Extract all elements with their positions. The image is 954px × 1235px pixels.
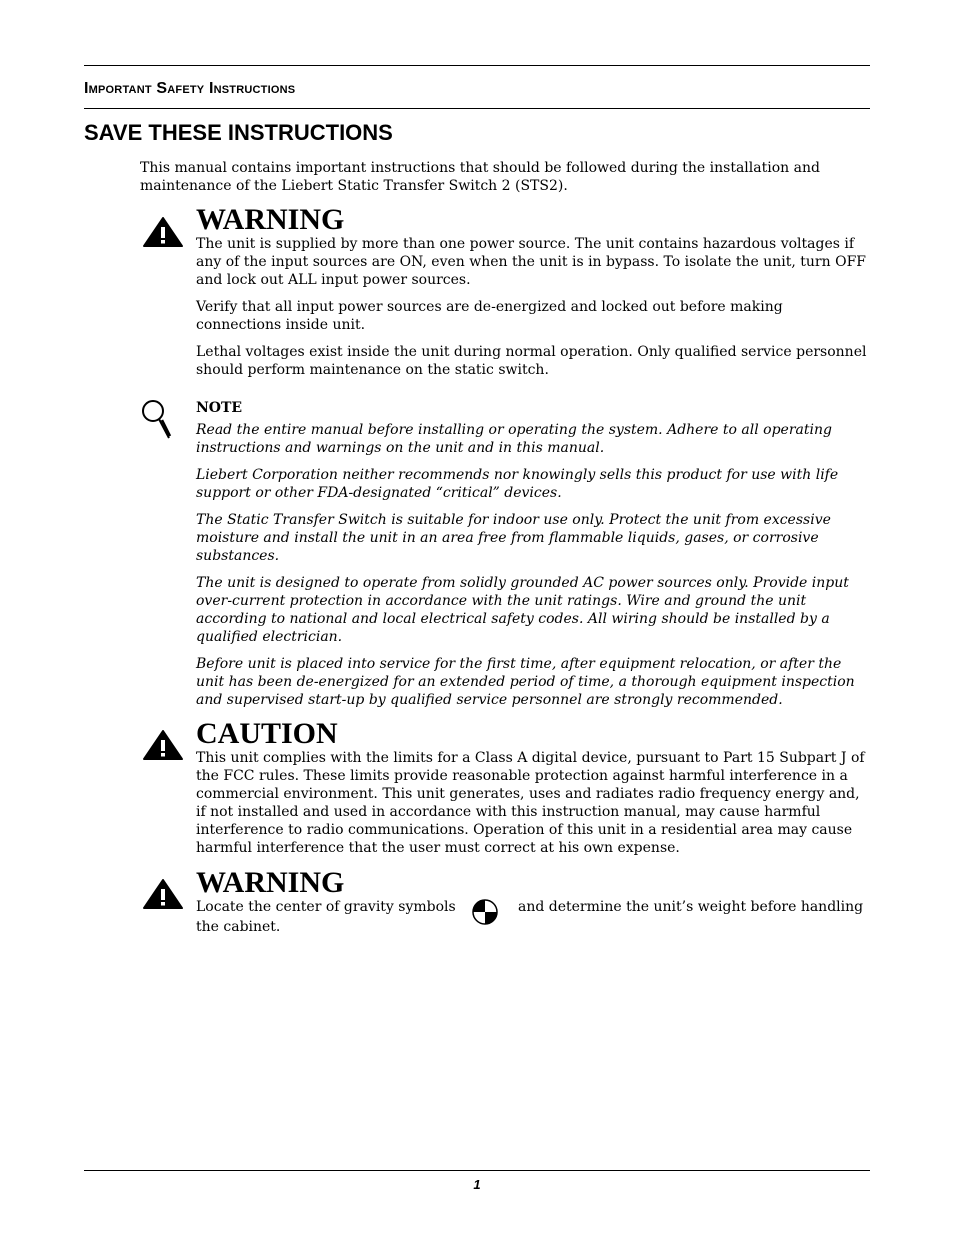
caution-title: CAUTION — [196, 717, 338, 750]
warning-paragraph: The unit is supplied by more than one power source. The unit contains hazardous voltages if any of the input sources are ON, even when the unit is in bypass. To isolate the unit, turn OFF and lock out ALL input power sources. — [196, 236, 866, 288]
warning-block-2 — [196, 868, 870, 936]
warning-triangle-icon — [142, 878, 184, 910]
note-label: NOTE — [196, 400, 243, 416]
warning-title: WARNING — [196, 866, 345, 899]
caution-paragraph: This unit complies with the limits for a Class A digital device, pursuant to Part 15 Subpart J of the FCC rules. These limits provide reasonable protection against harmful interference in a commercial environment. This unit generates, uses and radiates radio frequency energy and, if not installed and used in accordance with this instruction manual, may cause harmful interference to radio communications. Operation of this unit in a residential area may cause harmful interference that the user must correct at his own expense. — [196, 750, 865, 856]
note-paragraph: Liebert Corporation neither recommends nor knowingly sells this product for use with life support or other FDA-designated “critical” devices. — [196, 467, 839, 501]
caution-block — [196, 719, 870, 866]
footer-rule — [84, 1170, 870, 1171]
magnifier-icon — [140, 398, 174, 442]
warning-block-1 — [196, 205, 870, 388]
note-block — [196, 399, 870, 718]
note-paragraph: Read the entire manual before installing or operating the system. Adhere to all operating instructions and warnings on the unit and in this manual. — [196, 422, 832, 456]
intro-paragraph: This manual contains important instructions that should be followed during the installation and maintenance of the Liebert Static Transfer Switch 2 (STS2). — [140, 160, 820, 194]
warning-triangle-icon — [142, 216, 184, 248]
cog-text-before: Locate the center of gravity symbols — [196, 899, 456, 915]
page-number: 1 — [473, 1177, 481, 1192]
note-paragraph: The unit is designed to operate from solidly grounded AC power sources only. Provide input over-current protection in accordance with the unit ratings. Wire and ground the unit according to national and local electrical safety codes. All wiring should be installed by a qualified electrician. — [196, 575, 849, 645]
cog-icon-wrap — [458, 898, 512, 926]
warning-paragraph: Verify that all input power sources are de-energized and locked out before making connections inside unit. — [196, 299, 783, 333]
center-of-gravity-icon — [471, 898, 499, 926]
note-paragraph: The Static Transfer Switch is suitable for indoor use only. Protect the unit from excessive moisture and install the unit in an area free from flammable liquids, gases, or corrosive substances. — [196, 512, 831, 564]
top-rule — [84, 65, 870, 66]
warning-title: WARNING — [196, 203, 345, 236]
page-title: SAVE THESE INSTRUCTIONS — [84, 120, 393, 145]
section-title: Important Safety Instructions — [84, 80, 296, 97]
warning-triangle-icon — [142, 729, 184, 761]
cog-text-line2: the cabinet. — [196, 919, 281, 935]
note-paragraph: Before unit is placed into service for the first time, after equipment relocation, or after the unit has been de-energized for an extended period of time, a thorough equipment inspection and supervised start-up by qualified service personnel are strongly recommended. — [196, 656, 855, 708]
section-rule — [84, 108, 870, 109]
cog-text-after: and determine the unit’s weight before handling — [518, 899, 864, 915]
warning-paragraph: Lethal voltages exist inside the unit during normal operation. Only qualified service personnel should perform maintenance on the static switch. — [196, 344, 867, 378]
